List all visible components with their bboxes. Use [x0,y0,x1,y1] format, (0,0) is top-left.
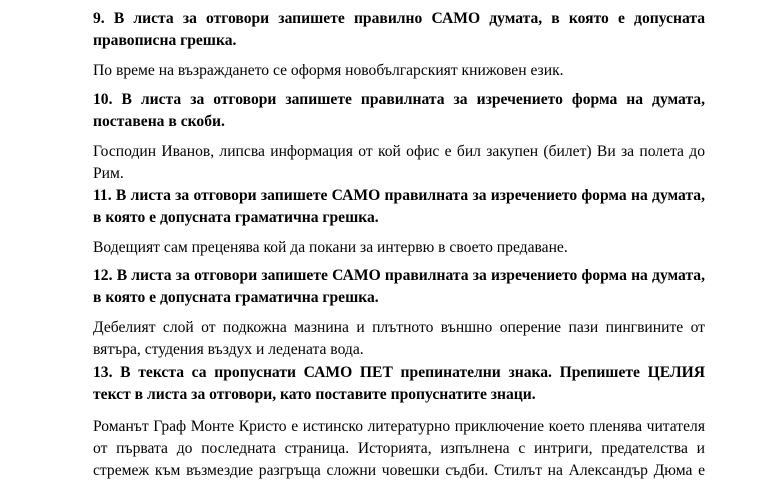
task-9-instruction-line-2: правописна грешка. [93,32,237,49]
task-13-passage-line-1: Романът Граф Монте Кристо е истинско литературно приключение което пленява читателя [93,418,705,435]
task-10-instruction-line-1: 10. В листа за отговори запишете правилната за изречението форма на думата, [93,91,705,108]
task-9-sentence [93,60,705,82]
task-11-instruction [93,185,705,229]
task-10-instruction [93,89,705,133]
task-10-sentence [93,141,705,185]
task-11-sentence [93,237,705,259]
task-12-instruction [93,265,705,309]
task-11 [93,185,705,259]
task-12-instruction-line-1: 12. В листа за отговори запишете САМО правилната за изречението форма на думата, [93,267,705,284]
task-12-sentence [93,317,705,361]
task-10-sentence-line-2: Рим. [93,165,124,182]
task-9-instruction-line-1: 9. В листа за отговори запишете правилно САМО думата, в която е допусната [93,10,705,27]
task-9 [93,8,705,82]
task-9-sentence-line-1: По време на възраждането се оформя новобългарският книжовен език. [93,62,564,79]
task-11-sentence-line-1: Водещият сам преценява кой да покани за интервю в своето предаване. [93,239,568,256]
task-10-instruction-line-2: поставена в скоби. [93,113,225,130]
task-11-instruction-line-1: 11. В листа за отговори запишете САМО правилната за изречението форма на думата, [93,187,705,204]
task-13-instruction-line-2: текст в листа за отговори, като поставите пропуснатите знаци. [93,386,536,403]
task-12-sentence-line-1: Дебелият слой от подкожна мазнина и плътното външно оперение пази пингвините от [93,319,705,336]
task-13-passage-line-3: стремеж към възмездие разгръща сложни човешки съдби. Стилът на Александър Дюма е [93,462,705,479]
task-13 [93,362,705,482]
task-12-sentence-line-2: вятъра, студения въздух и ледената вода. [93,341,364,358]
task-10 [93,89,705,185]
task-13-instruction-line-1: 13. В текста са пропуснати САМО ПЕТ препинателни знака. Препишете ЦЕЛИЯ [93,364,705,381]
task-12-instruction-line-2: в която е допусната граматична грешка. [93,289,379,306]
task-13-passage [93,416,705,482]
task-11-instruction-line-2: в която е допусната граматична грешка. [93,209,379,226]
task-13-instruction [93,362,705,406]
task-9-instruction [93,8,705,52]
task-13-passage-line-2: от първата до последната страница. Историята, изпълнена с интриги, предателства и [93,440,705,457]
task-12 [93,265,705,361]
task-10-sentence-line-1: Господин Иванов, липсва информация от кой офис е бил закупен (билет) Ви за полета до [93,143,705,160]
